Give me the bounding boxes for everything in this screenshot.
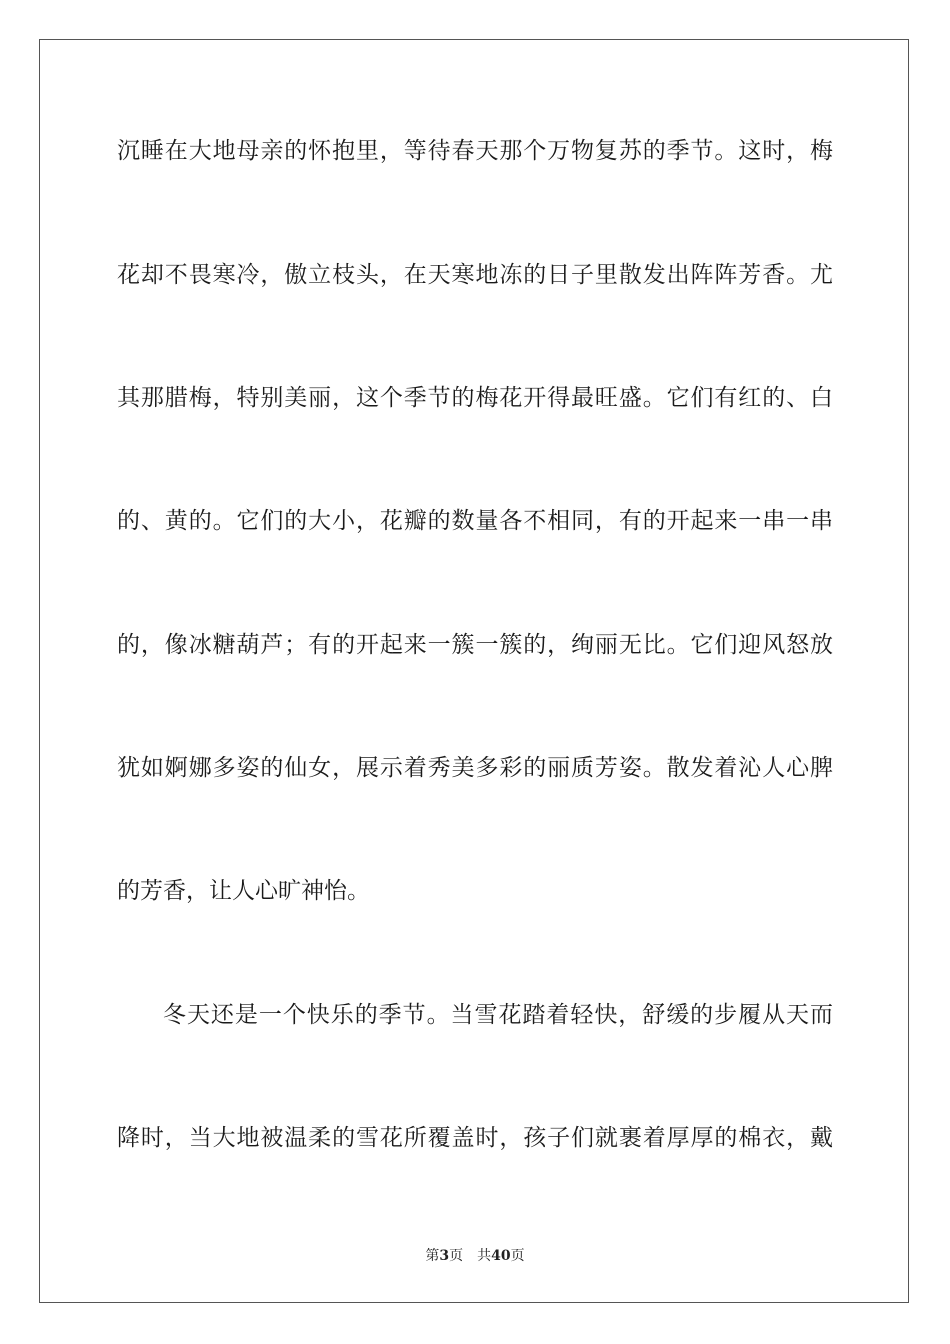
page-footer — [0, 1247, 950, 1265]
paragraph-2-line-1: 冬天还是一个快乐的季节。当雪花踏着轻快，舒缓的步履从天而 — [163, 1002, 833, 1028]
paragraph-1-line-1: 沉睡在大地母亲的怀抱里，等待春天那个万物复苏的季节。这时，梅 — [117, 138, 833, 164]
page-number: 3 — [439, 1248, 450, 1264]
page-prefix: 第 — [425, 1248, 440, 1264]
total-prefix: 共 — [477, 1248, 492, 1264]
paragraph-2-line-2: 降时，当大地被温柔的雪花所覆盖时，孩子们就裹着厚厚的棉衣，戴 — [117, 1125, 833, 1151]
total-suffix: 页 — [510, 1248, 525, 1264]
paragraph-1-line-4: 的、黄的。它们的大小，花瓣的数量各不相同，有的开起来一串一串 — [117, 508, 833, 534]
total-pages: 40 — [491, 1248, 511, 1264]
paragraph-1-line-7: 的芳香，让人心旷神怡。 — [117, 878, 370, 904]
page-suffix: 页 — [449, 1248, 464, 1264]
paragraph-1-line-5: 的，像冰糖葫芦；有的开起来一簇一簇的，绚丽无比。它们迎风怒放 — [117, 632, 833, 658]
paragraph-1-line-3: 其那腊梅，特别美丽，这个季节的梅花开得最旺盛。它们有红的、白 — [117, 385, 833, 411]
page-border — [39, 39, 909, 1303]
paragraph-1-line-2: 花却不畏寒冷，傲立枝头，在天寒地冻的日子里散发出阵阵芳香。尤 — [117, 262, 833, 288]
paragraph-1-line-6: 犹如婀娜多姿的仙女，展示着秀美多彩的丽质芳姿。散发着沁人心脾 — [117, 755, 833, 781]
